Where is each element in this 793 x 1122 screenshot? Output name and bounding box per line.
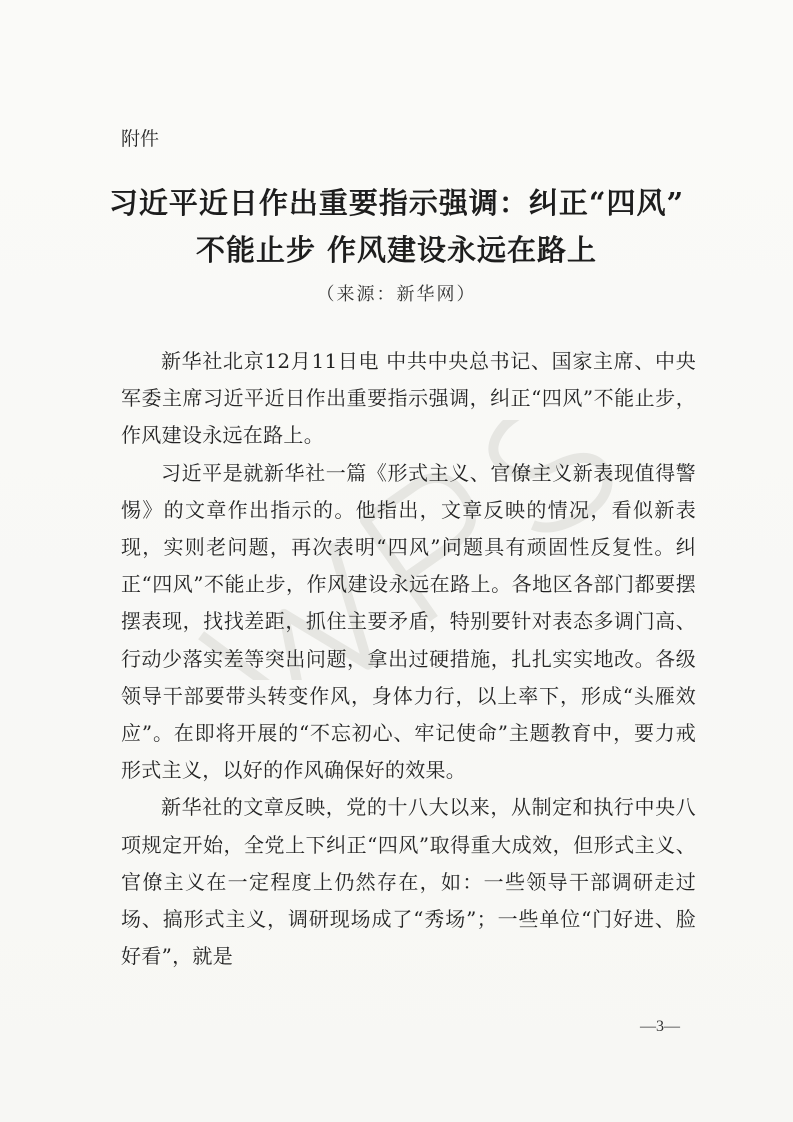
paragraph-2: 习近平是就新华社一篇《形式主义、官僚主义新表现值得警惕》的文章作出指示的。他指出，文章反映的情况，看似新表现，实则老问题，再次表明“四风”问题具有顽固性反复性。纠正“四风”不能止步，作风建设永远在路上。各地区各部门都要摆摆表现，找找差距，抓住主要矛盾，特别要针对表态多调门高、行动少落实差等突出问题，拿出过硬措施，扎扎实实地改。各级领导干部要带头转变作风，身体力行，以上率下，形成“头雁效应”。在即将开展的“不忘初心、牢记使命”主题教育中，要力戒形式主义，以好的作风确保好的效果。	[121, 460, 696, 783]
attachment-label: 附件	[121, 128, 160, 150]
title-line-1: 习近平近日作出重要指示强调：纠正“四风”	[108, 186, 685, 220]
paragraph-1: 新华社北京12月11日电 中共中央总书记、国家主席、中央军委主席习近平近日作出重要指示强调，纠正“四风”不能止步，作风建设永远在路上。	[121, 349, 696, 448]
article-body	[121, 343, 696, 975]
page-number: —3—	[640, 1018, 680, 1035]
source-line: （来源：新华网）	[316, 284, 477, 305]
paragraph-3: 新华社的文章反映，党的十八大以来，从制定和执行中央八项规定开始，全党上下纠正“四风”取得重大成效，但形式主义、官僚主义在一定程度上仍然存在，如：一些领导干部调研走过场、搞形式主义，调研现场成了“秀场”；一些单位“门好进、脸好看”，就是	[121, 795, 696, 969]
document-title	[0, 180, 793, 306]
title-line-2: 不能止步 作风建设永远在路上	[195, 233, 598, 267]
